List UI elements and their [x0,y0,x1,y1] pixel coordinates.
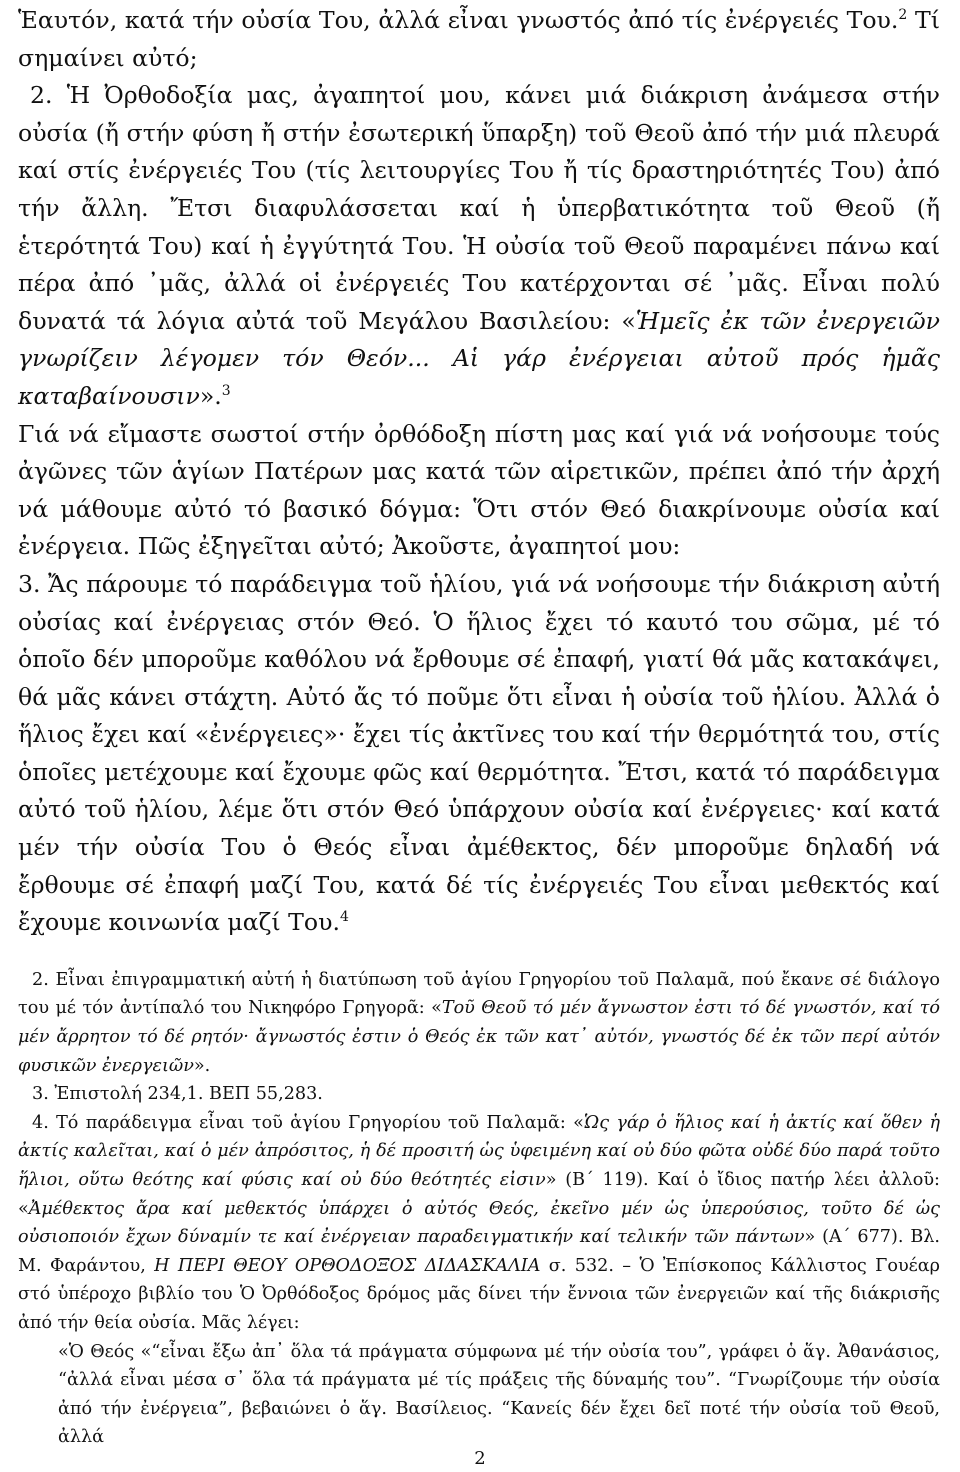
footnote-text: 2. Εἶναι ἐπιγραμματική αὐτή ἡ διατύπωση τοῦ ἁγίου Γρηγορίου τοῦ Παλαμᾶ, πού ἔκανε σέ διάλογο του μέ τόν ἀντίπαλό του Νικηφόρο Γρηγορᾶ: « [18,969,940,1019]
footnote-4 [18,1109,940,1338]
paragraph-text: 3. Ἄς πάρουμε τό παράδειγμα τοῦ ἡλίου, γιά νά νοήσουμε τήν διάκριση αὐτή οὐσίας καί ἐνέργειας στόν Θεό. Ὁ ἥλιος ἔχει τό καυτό του σῶμα, μέ τό ὁποῖο δέν μποροῦμε καθόλου νά ἔρθουμε σέ ἐπαφή, γιατί θά μᾶς κατακάψει, θά μᾶς κάνει στάχτη. Αὐτό ἄς τό ποῦμε ὅτι εἶναι ἡ οὐσία τοῦ ἡλίου. Ἀλλά ὁ ἥλιος ἔχει καί «ἐνέργειες»· ἔχει τίς ἀκτῖνες του καί τήν θερμότητά του, στίς ὁποῖες μετέχουμε καί ἔχουμε φῶς καί θερμότητα. Ἔτσι, κατά τό παράδειγμα αὐτό τοῦ ἡλίου, λέμε ὅτι στόν Θεό ὑπάρχουν οὐσία καί ἐνέργειες· καί κατά μέν τήν οὐσία Του ὁ Θεός εἶναι ἀμέθεκτος, δέν μποροῦμε δηλαδή νά ἔρθουμε σέ ἐπαφή μαζί Του, κατά δέ τίς ἐνέργειές Του εἶναι μεθεκτός καί ἔχουμε κοινωνία μαζί Του. [18,569,940,937]
paragraph-3 [18,566,940,942]
basil-quote: Ἡμεῖς ἐκ τῶν ἐνεργειῶν γνωρίζειν λέγομεν τόν Θεόν... Αἱ γάρ ἐνέργειαι αὐτοῦ πρός ἡμᾶς καταβαίνουσιν [18,306,941,410]
paragraph-2 [18,77,940,415]
page-number: 2 [474,1448,486,1469]
footnote-quote: Ὡς γάρ ὁ ἥλιος καί ἡ ἀκτίς καί ὅθεν ἡ ἀκτίς καλεῖται, καί ὁ μέν ἀπρόσιτος, ἡ δέ προσιτή ὡς ὑφειμένη καί οὐ δύο φῶτα οὐδέ δύο παρά τοῦτο ἥλιοι, οὕτω θεότης καί φύσις καί οὐ δύο θεότητές εἰσιν [18,1112,940,1190]
paragraph-text: ». [199,381,222,410]
paragraph-continued [18,2,940,77]
footnote-quote: Τοῦ Θεοῦ τό μέν ἄγνωστον ἐστι τό δέ γνωστόν, καί τό μέν ἄρρητον τό δέ ρητόν· ἄγνωστός ἐστιν ὁ Θεός ἐκ τῶν κατ᾽ αὐτόν, γνωστός δέ ἐκ τῶν περί αὐτόν φυσικῶν ἐνεργειῶν [18,998,940,1076]
footnote-ref-2[interactable]: 2 [898,7,908,24]
footnote-2 [18,966,940,1080]
footnote-text: » (Α΄ 677). Βλ. Μ. Φαράντου, [18,1227,940,1276]
footnote-3 [18,1080,940,1109]
paragraph-text: Τί σημαίνει αὐτό; [18,6,940,72]
footnote-text: » (Β΄ 119). Καί ὁ ἴδιος πατήρ λέει ἀλλοῦ: « [18,1170,940,1219]
footnote-ref-3[interactable]: 3 [221,383,231,400]
footnote-text: ». [193,1055,211,1076]
footnote-ref-4[interactable]: 4 [339,909,349,926]
footnote-quote: Ἀμέθεκτος ἄρα καί μεθεκτός ὑπάρχει ὁ αὐτός Θεός, ἐκεῖνο μέν ὡς ὑπερούσιος, τοῦτο δέ ὡς οὐσιοποιόν ἔχων δύναμίν τε καί ἐνέργειαν παραδειγματικήν καί τελικήν τῶν πάντων [18,1198,940,1248]
footnotes [18,966,940,1452]
paragraph-dogma [18,416,940,566]
quote-text: «Ὁ Θεός «“εἶναι ἔξω ἀπ᾽ ὅλα τά πράγματα σύμφωνα μέ τήν οὐσία του”, γράφει ὁ ἅγ. Ἀθανάσιος, “ἀλλά εἶναι μέσα σ᾽ ὅλα τά πράγματα μέ τίς πράξεις τῆς δύναμής του”. “Γνωρίζουμε τήν οὐσία ἀπό τήν ἐνέργεια”, βεβαιώνει ὁ ἅγ. Βασίλειος. “Κανείς δέν ἔχει δεῖ ποτέ τήν οὐσία τοῦ Θεοῦ, ἀλλά [58,1341,940,1448]
footnote-text: 4. Τό παράδειγμα εἶναι τοῦ ἁγίου Γρηγορίου τοῦ Παλαμᾶ: « [32,1112,584,1133]
main-text [18,2,940,942]
book-title: Η ΠΕΡΙ ΘΕΟΥ ΟΡΘΟΔΟΞΟΣ ΔΙΔΑΣΚΑΛΙΑ [154,1255,541,1276]
block-quote [18,1338,940,1452]
paragraph-text: Ἑαυτόν, κατά τήν οὐσία Του, ἀλλά εἶναι γνωστός ἀπό τίς ἐνέργειές Του. [18,6,899,34]
paragraph-text: 2. Ἡ Ὀρθοδοξία μας, ἀγαπητοί μου, κάνει μιά διάκριση ἀνάμεσα στήν οὐσία (ἤ στήν φύση ἤ στήν ἐσωτερική ὕπαρξη) τοῦ Θεοῦ ἀπό τήν μιά πλευρά καί στίς ἐνέργειές Του (τίς λειτουργίες Του ἤ τίς δραστηριότητές Του) ἀπό τήν ἄλλη. Ἔτσι διαφυλάσσεται καί ἡ ὑπερβατικότητα τοῦ Θεοῦ (ἤ ἑτερότητά Του) καί ἡ ἐγγύτητά Του. Ἡ οὐσία τοῦ Θεοῦ παραμένει πάνω καί πέρα ἀπό ᾽μᾶς, ἀλλά οἱ ἐνέργειές Του κατέρχονται σέ ᾽μᾶς. Εἶναι πολύ δυνατά τά λόγια αὐτά τοῦ Μεγάλου Βασιλείου: « [18,81,940,335]
paragraph-text: Γιά νά εἴμαστε σωστοί στήν ὀρθόδοξη πίστη μας καί γιά νά νοήσουμε τούς ἀγῶνες τῶν ἁγίων Πατέρων μας κατά τῶν αἱρετικῶν, πρέπει ἀπό τήν ἀρχή νά μάθουμε αὐτό τό βασικό δόγμα: Ὅτι στόν Θεό διακρίνουμε οὐσία καί ἐνέργεια. Πῶς ἐξηγεῖται αὐτό; Ἀκοῦστε, ἀγαπητοί μου: [18,419,940,561]
footnote-text: σ. 532. – Ὁ Ἐπίσκοπος Κάλλιστος Γουέαρ στό ὑπέροχο βιβλίο του Ὁ Ὀρθόδοξος δρόμος μᾶς δίνει τήν ἔννοια τῶν ἐνεργειῶν καί τῆς διάκρισῆς ἀπό τήν θεία οὐσία. Μᾶς λέγει: [18,1255,940,1333]
footnote-text: 3. Ἐπιστολή 234,1. ΒΕΠ 55,283. [32,1084,323,1105]
